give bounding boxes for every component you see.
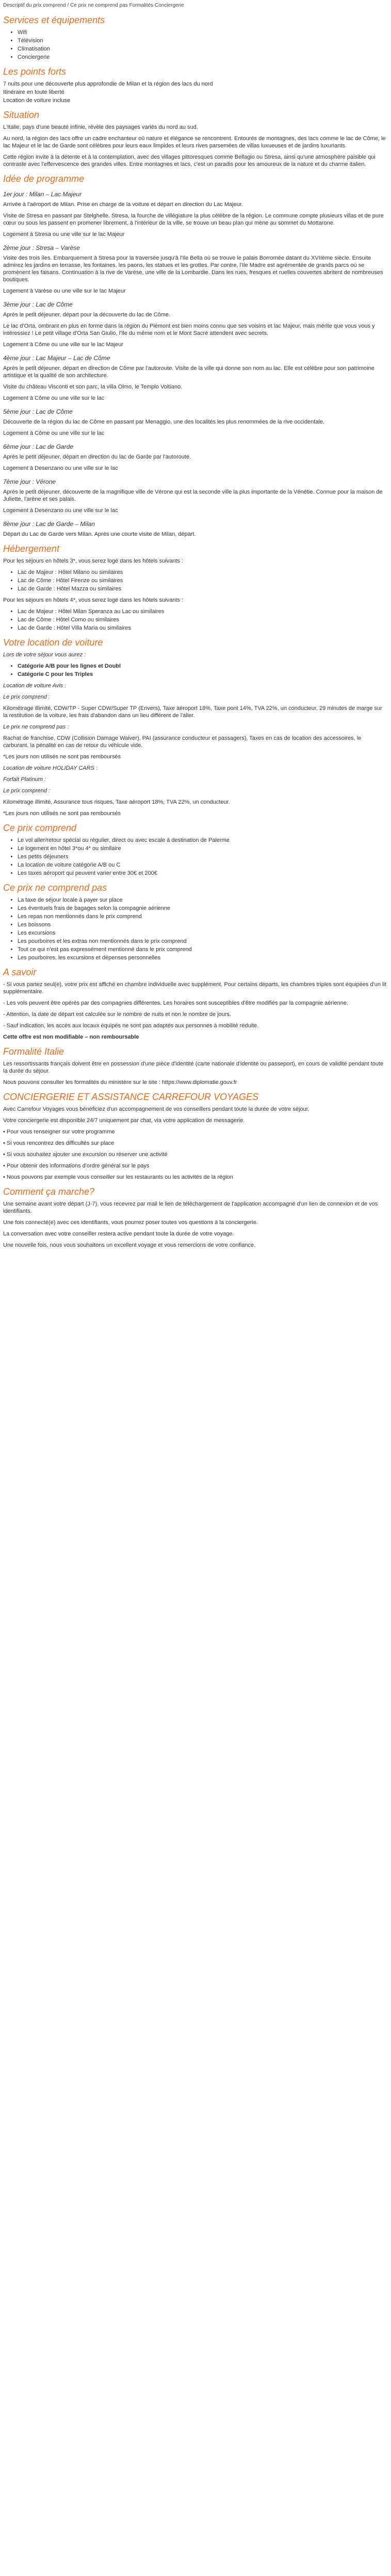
location-title: Location de voiture Avis : xyxy=(3,683,67,689)
page-intro: Descriptif du prix comprend / Ce prix ne comprend pas Formalités Conciergerie xyxy=(3,3,184,8)
list-item: • Le vol aller/retour spécial ou régulier, direct ou avec escale à destination de Palerme xyxy=(18,837,388,844)
list-item: • Les pourboires et les extras non mentionnés dans le prix comprend xyxy=(18,938,388,945)
list-item: • Lac de Garde : Hôtel Mazza ou similaires xyxy=(18,585,388,592)
itinerary-day-paragraph: Après le petit déjeuner, découverte de la magnifique ville de Vérone qui est la seconde ville la plus importante de la Vénétie. Connue pour la maison de Juliette, l'arène et ses palais. xyxy=(3,489,383,502)
points-forts-list xyxy=(3,80,388,104)
itinerary-day-heading: 6ème jour : Lac de Garde xyxy=(3,443,74,450)
list-item: • Télévision xyxy=(18,37,388,44)
list-item: • Lac de Majeur : Hôtel Milano ou similaires xyxy=(18,569,388,576)
list-item: • Les petits déjeuners xyxy=(18,853,388,860)
itinerary-day-paragraph: Logement à Côme ou une ville sur le lac xyxy=(3,430,105,436)
prix-comprend-title: Ce prix comprend xyxy=(3,823,77,833)
conciergerie-paragraph: Avec Carrefour Voyages vous bénéficiez d'un accompagnement de vos conseillers pendant toute la durée de votre séjour. xyxy=(3,1106,309,1112)
location-paragraph: Rachat de franchise, CDW (Collision Damage Waiver), PAI (assurance conducteur et passagers), Taxes en cas de location des accessoires, le carburant, la pénalité en cas de retour du véhicule vide. xyxy=(3,735,362,749)
list-item: • La taxe de séjour locale à payer sur place xyxy=(18,896,388,904)
location-paragraph: Le prix ne comprend pas : xyxy=(3,724,69,730)
prix-ne-comprend-title: Ce prix ne comprend pas xyxy=(3,883,107,893)
location-2-paragraph: *Les jours non utilisés ne sont pas remboursés xyxy=(3,810,121,817)
itinerary-day-paragraph: Visite du château Visconti et son parc, la villa Olmo, le Tempio Voltiano. xyxy=(3,384,183,390)
comment-paragraph: Une semaine avant votre départ (J-7), vous recevrez par mail le lien de téléchargement de l'application accompagné d'un lien de connexion et de vos identifiants. xyxy=(3,1201,378,1214)
itinerary-day-paragraph: Découverte de la région du lac de Côme en passant par Menaggio, une des localités les plus renommées de la rive occidentale. xyxy=(3,419,325,425)
list-item: • Conciergerie xyxy=(18,54,388,61)
list-item: Itinéraire en toute liberté xyxy=(3,89,64,95)
itinerary-day-paragraph: Visite des trois îles. Embarquement à Stresa pour la traversée jusqu'à l'Ile Bella où se trouve le palais Borromée datant du XVIIème siècle. Ensuite admirez les jardins en terrasse, les fontaines, les paons, les statues et les grottes. Par contre, l'Ile Madre est agrémentée de grands parcs où se promènent les faisans. Continuation à la rive de Varèse, une ville de la Lombardie. Dans les rues, fresques et ruelles couvertes abritent de nombreuses boutiques. xyxy=(3,255,383,283)
list-item: • Climatisation xyxy=(18,45,388,53)
itinerary xyxy=(3,191,388,538)
points-forts-title: Les points forts xyxy=(3,66,67,77)
situation-paragraph: Au nord, la région des lacs offre un cadre enchanteur où nature et élégance se rencontrent. Entourés de montagnes, des lacs comme le lac de Côme, le lac Majeur et le lac de Garde sont célèbres pour leurs eaux limpides et leurs rives parsemées de villas luxueuses et de jardins luxuriants. xyxy=(3,135,386,149)
list-item: • Wifi xyxy=(18,29,388,36)
hebergement-intro: Pour les séjours en hôtels 3*, vous serez logé dans les hôtels suivants : xyxy=(3,558,184,564)
itinerary-day-paragraph: Logement à Desenzano ou une ville sur le lac xyxy=(3,507,118,514)
conciergerie-paragraph: Votre conciergerie est disponible 24/7 uniquement par chat, via votre application de messagerie. xyxy=(3,1117,245,1124)
list-item: 7 nuits pour une découverte plus approfondie de Milan et la région des lacs du nord xyxy=(3,81,213,87)
formalites-paragraph: Nous pouvons consulter les formalités du ministère sur le site : https://www.diplomatie.gouv.fr xyxy=(3,1079,237,1086)
itinerary-day-heading: 1er jour : Milan – Lac Majeur xyxy=(3,191,82,198)
itinerary-day-paragraph: Visite de Stresa en passant par Stelghelle. Stresa, la fourche de villégiature la plus célèbre de la région. Le commune compte plusieurs villas et de pure cœur ou sous les passent en promener librement, à l'intérieur de la ville, se trouve un beau plan qui mène au sommet du Mottarone. xyxy=(3,213,384,226)
conciergerie-title: CONCIERGERIE ET ASSISTANCE CARREFOUR VOYAGES xyxy=(3,1092,259,1102)
savoir-paragraph: - Si vous partez seul(e), votre prix est affiché en chambre individuelle avec supplément. Pour certains départs, les chambres triples sont équipées d'un lit supplémentaire. xyxy=(3,981,386,995)
comment-paragraph: La conversation avec votre conseiller restera active pendant toute la durée de votre voyage. xyxy=(3,1231,234,1237)
list-item: • Lac de Côme : Hôtel Firenze ou similaires xyxy=(18,577,388,584)
list-item: • Catégorie C pour les Triples xyxy=(18,671,388,678)
list-item: • Tout ce qui n'est pas expressément mentionné dans le prix comprend xyxy=(18,946,388,953)
location-2-paragraph: Le prix comprend : xyxy=(3,788,51,794)
list-item: • Lac de Garde : Hôtel Villa Maria ou similaires xyxy=(18,624,388,632)
savoir-paragraph: - Sauf indication, les accès aux locaux équipés ne sont pas adaptés aux personnes à mobilité réduite. xyxy=(3,1023,259,1029)
itineraire-title: Idée de programme xyxy=(3,174,85,184)
itinerary-day-paragraph: Départ du Lac de Garde vers Milan. Après une courte visite de Milan, départ. xyxy=(3,531,196,537)
location-paragraph: Kilométrage illimité, CDW/TP - Super CDW/Super TP (Envers), Taxe aéroport 18%, Taxe pont 14%, TVA 22%, un conducteur, 29 minutes de marge sur la restitution de la voiture, les frais d'abandon dans un lieu différent de l'aller. xyxy=(3,705,382,719)
non-modifiable-notice: Cette offre est non modifiable – non remboursable xyxy=(3,1034,139,1040)
itinerary-day-paragraph: Logement à Varèse ou une ville sur le lac Majeur xyxy=(3,288,126,294)
comment-paragraph: Une nouvelle fois, nous vous souhaitons un excellent voyage et vous remercions de votre confiance. xyxy=(3,1242,256,1248)
comment-paragraph: Une fois connecté(e) avec ces identifiants, vous pourrez poser toutes vos questions à la conciergerie. xyxy=(3,1219,258,1226)
itinerary-day-paragraph: Le lac d'Orta, ombrant en plus en forme dans la région du Piémont est bien moins connu que ses voisins et lac Majeur, mais mérite que vous vous y intéressiez ! Le petit village d'Orta San Giulio, l'île du même nom et le Mont Sacré attendent avec secrets. xyxy=(3,323,375,336)
itinerary-day-heading: 4ème jour : Lac Majeur – Lac de Côme xyxy=(3,354,110,362)
conciergerie-paragraph: • Si vous rencontrez des difficultés sur place xyxy=(3,1140,115,1146)
list-item: • Les repas non mentionnés dans le prix comprend xyxy=(18,913,388,920)
formalites-paragraph: Les ressortissants français doivent être en possession d'une pièce d'identité (carte nationale d'identité ou passeport), en cours de validité pendant toute la durée du séjour. xyxy=(3,1061,384,1074)
situation-paragraph: Cette région invite à la détente et à la contemplation, avec des villages pittoresques comme Bellagio ou Stresa, ainsi qu'une atmosphère paisible qui contraste avec l'effervescence des grandes villes. Entre montagnes et lacs, c'est un paradis pour les amoureux de la nature et du charme italien. xyxy=(3,154,376,167)
prix-comprend-list xyxy=(3,837,388,877)
list-item: • Le logement en hôtel 3*ou 4* ou similaire xyxy=(18,845,388,852)
location-2-paragraph: Forfait Platinum : xyxy=(3,776,46,783)
list-item: Location de voiture incluse xyxy=(3,97,71,104)
location-2-title: Location de voiture HOLIDAY CARS : xyxy=(3,765,98,771)
itinerary-day-paragraph: Après le petit déjeuner, départ en direction du lac de Garde par l'autoroute. xyxy=(3,454,191,460)
services-title: Services et équipements xyxy=(3,15,105,25)
itinerary-day-heading: 2ème jour : Stresa – Varèse xyxy=(3,244,80,251)
conciergerie-paragraph: • Si vous souhaitez ajouter une excursion ou réserver une activité xyxy=(3,1151,168,1158)
list-item: • Les taxes aéroport qui peuvent varier entre 30€ et 200€ xyxy=(18,870,388,877)
list-item: • Les éventuels frais de bagages selon la compagnie aérienne xyxy=(18,905,388,912)
list-item: • Les pourboires, les excursions et dépenses personnelles xyxy=(18,954,388,961)
hebergement-title: Hébergement xyxy=(3,544,60,554)
savoir-title: A savoir xyxy=(3,967,37,977)
list-item: • Les excursions xyxy=(18,929,388,937)
itinerary-day-paragraph: Après le petit déjeuner, départ en direction de Côme par l'autoroute. Visite de la ville qui donne son nom au lac. Elle est célèbre pour son patrimoine artistique et la qualité de son architecture. xyxy=(3,365,374,379)
itinerary-day-paragraph: Après le petit déjeuner, départ pour la découverte du lac de Côme. xyxy=(3,312,171,318)
list-item: • Lac de Côme : Hôtel Como ou similaires xyxy=(18,616,388,623)
conciergerie-paragraph: • Pour obtenir des informations d'ordre général sur le pays xyxy=(3,1163,150,1169)
itinerary-day-paragraph: Arrivée à l'aéroport de Milan. Prise en charge de la voiture et départ en direction du Lac Majeur. xyxy=(3,201,243,208)
conciergerie-paragraph: • Nous pouvons par exemple vous conseiller sur les restaurants ou les activités de la région xyxy=(3,1174,233,1180)
formalites-title: Formalité Italie xyxy=(3,1046,64,1057)
savoir-paragraph: - Attention, la date de départ est calculée sur le nombre de nuits et non le nombre de jours. xyxy=(3,1011,232,1018)
hebergement-intro: Pour les séjours en hôtels 4*, vous serez logé dans les hôtels suivants : xyxy=(3,597,184,603)
itinerary-day-paragraph: Logement à Desenzano ou une ville sur le lac xyxy=(3,465,118,471)
itinerary-day-paragraph: Logement à Côme ou une ville sur le lac xyxy=(3,395,105,401)
list-item: • Les boissons xyxy=(18,921,388,928)
list-item: • La location de voiture catégorie A/B ou C xyxy=(18,861,388,869)
itinerary-day-paragraph: Logement à Stresa ou une ville sur le lac Majeur xyxy=(3,231,125,238)
location-2-paragraph: Kilométrage illimité, Assurance tous risques, Taxe aéroport 18%, TVA 22%, un conducteur. xyxy=(3,799,230,805)
list-item: • Lac de Majeur : Hôtel Milan Speranza au Lac ou similaires xyxy=(18,608,388,615)
situation-paragraph: L'Italie, pays d'une beauté infinie, révèle des paysages variés du nord au sud. xyxy=(3,124,198,130)
itinerary-day-heading: 3ème jour : Lac de Côme xyxy=(3,301,73,308)
hotels-3-list xyxy=(3,569,388,592)
voiture-intro: Lors de votre séjour vous aurez : xyxy=(3,652,86,658)
location-paragraph: *Les jours non utilisés ne sont pas remboursés xyxy=(3,754,121,760)
voiture-list xyxy=(3,663,388,678)
situation-title: Situation xyxy=(3,110,40,120)
hotels-4-list xyxy=(3,608,388,632)
itinerary-day-heading: 8ème jour : Lac de Garde – Milan xyxy=(3,520,95,528)
savoir-paragraph: - Les vols peuvent être opérés par des compagnies différentes. Les horaires sont susceptibles d'être modifiés par la compagnie aérienne. xyxy=(3,1000,349,1006)
itinerary-day-heading: 5ème jour : Lac de Côme xyxy=(3,408,73,415)
conciergerie-paragraph: • Pour vous renseigner sur votre programme xyxy=(3,1129,115,1135)
prix-ne-comprend-list xyxy=(3,896,388,961)
itinerary-day-paragraph: Logement à Côme ou une ville sur le lac Majeur xyxy=(3,342,123,348)
location-paragraph: Le prix comprend : xyxy=(3,694,51,700)
list-item: • Catégorie A/B pour les lignes et Doubl xyxy=(18,663,388,670)
voiture-title: Votre location de voiture xyxy=(3,637,103,648)
offer-page xyxy=(0,0,391,1263)
services-list xyxy=(3,29,388,61)
comment-title: Comment ça marche? xyxy=(3,1187,95,1197)
itinerary-day-heading: 7ème jour : Vérone xyxy=(3,478,56,485)
